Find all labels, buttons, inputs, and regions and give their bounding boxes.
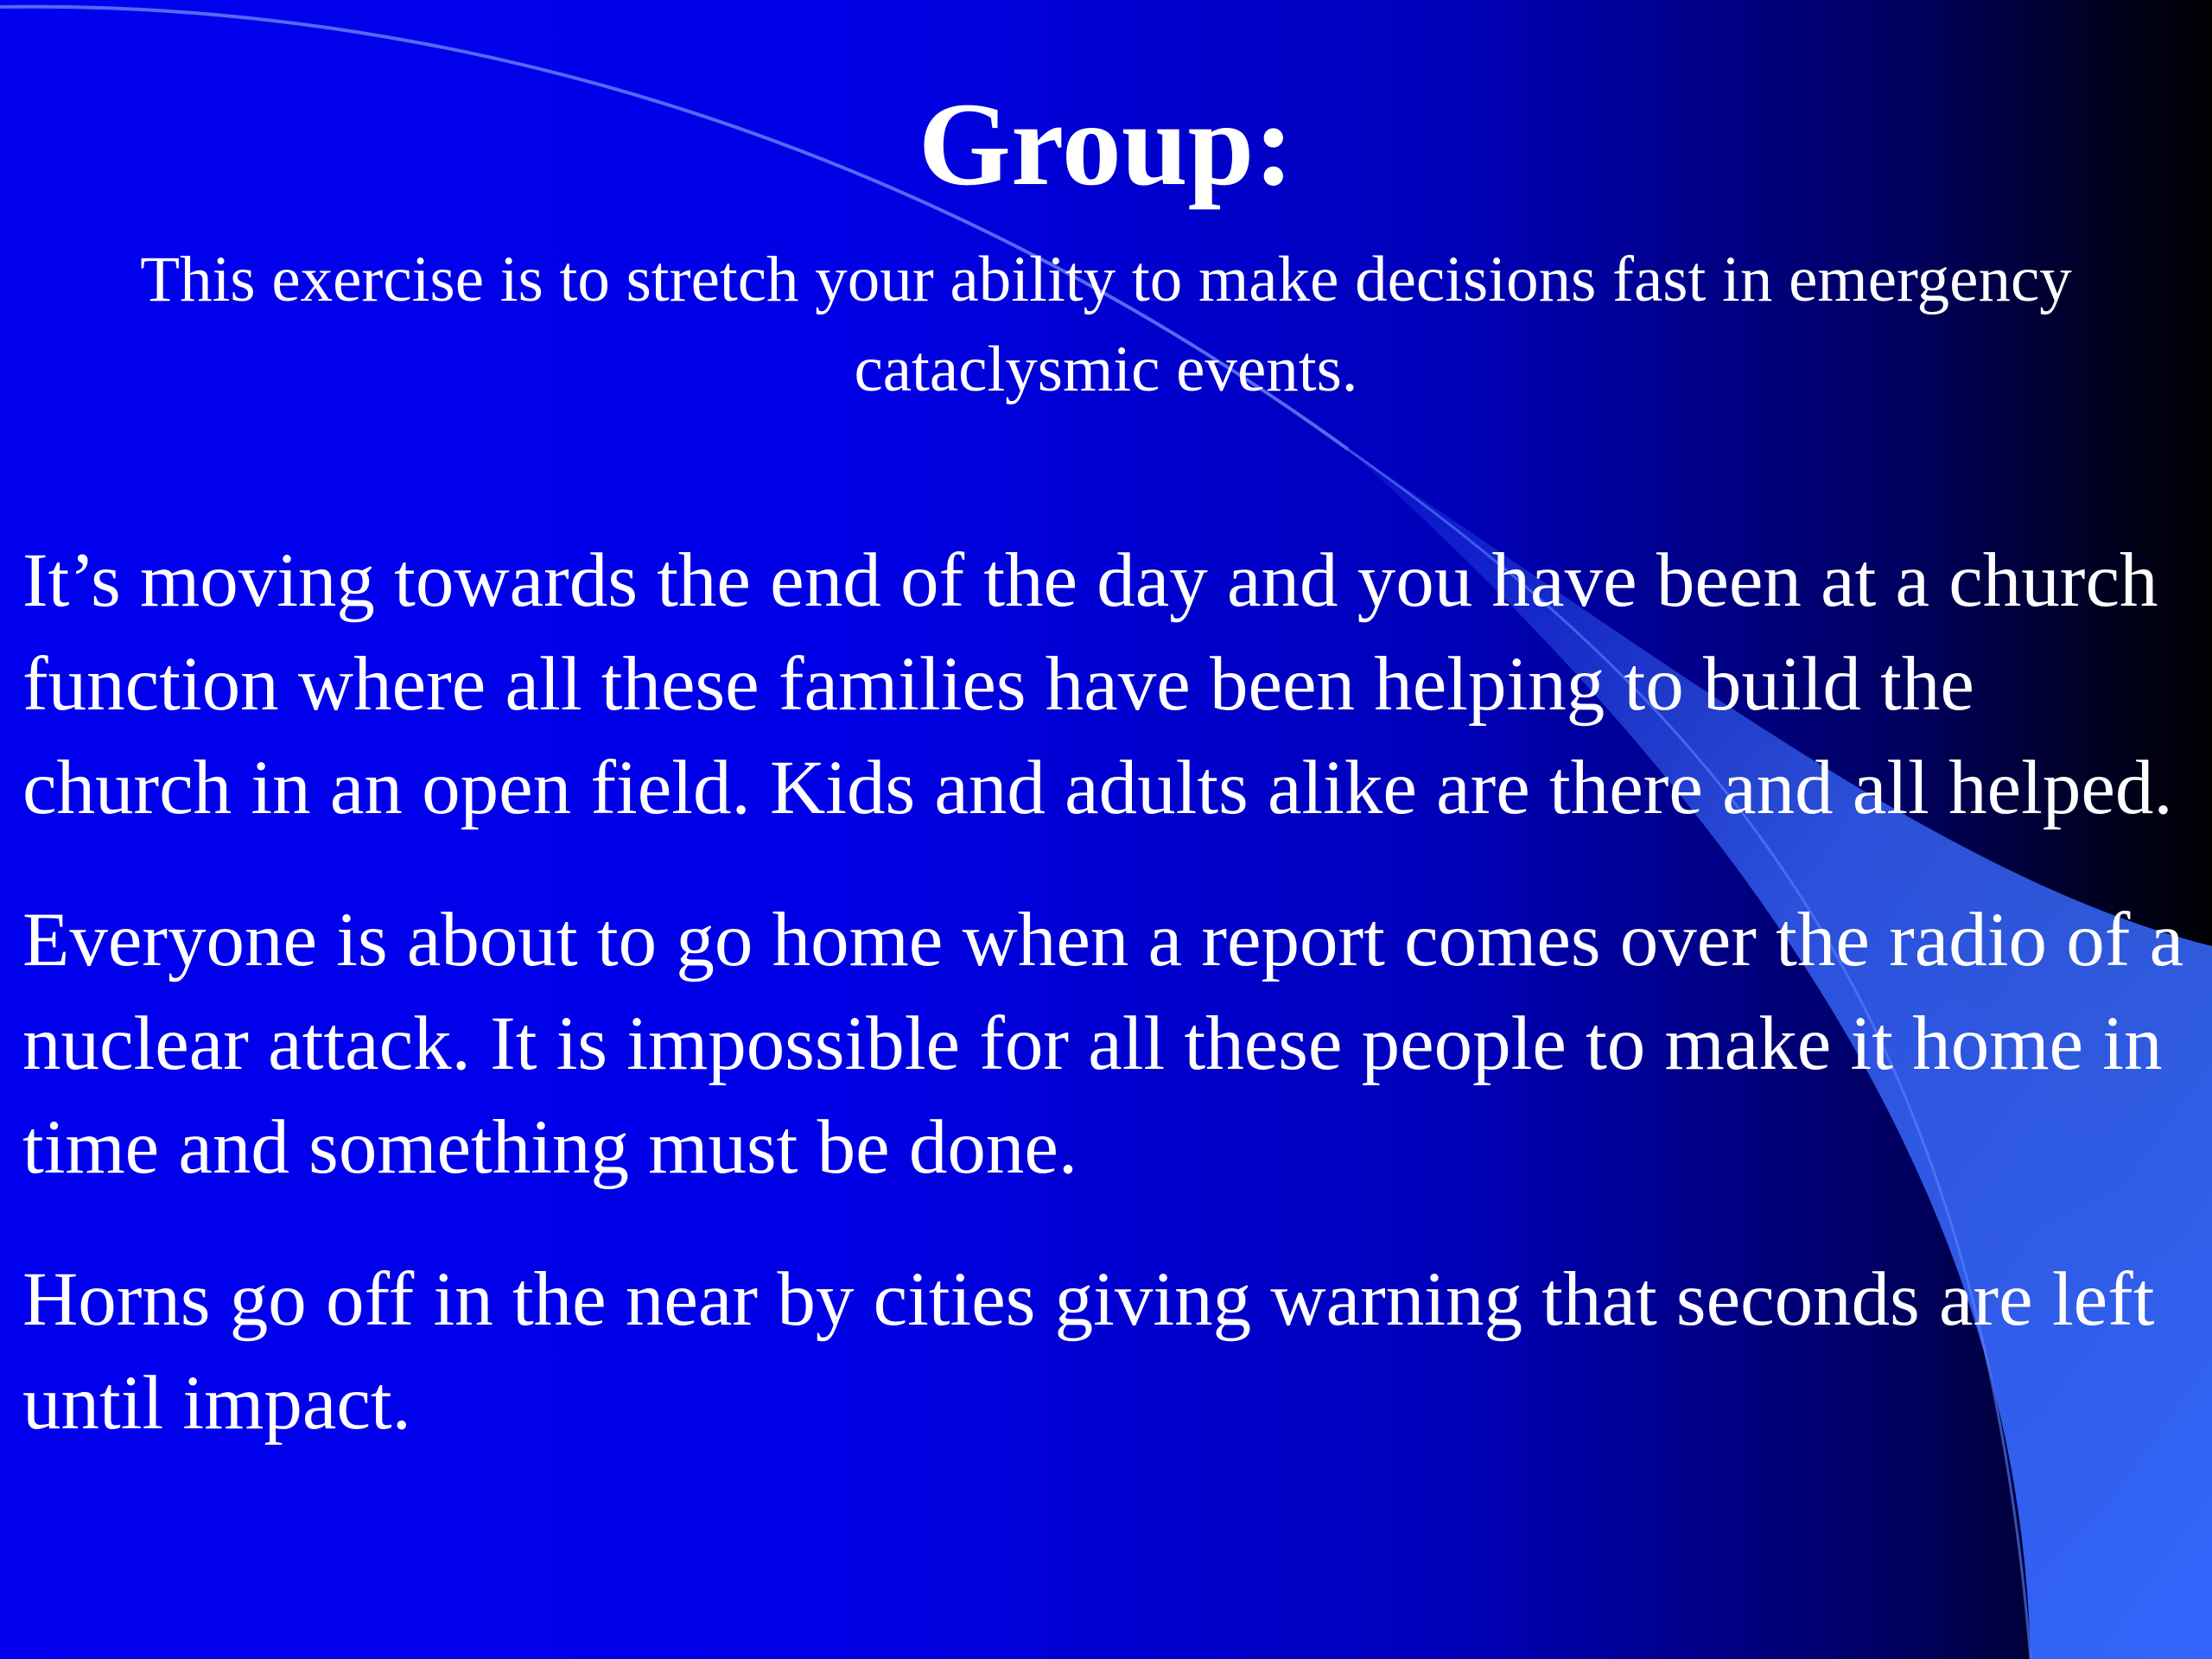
- paragraph-1: It’s moving towards the end of the day and you have been at a church function where all these families have been helping to build the church in an open field. Kids and adults alike are there and all helped.: [22, 538, 2173, 830]
- slide-subtitle: This exercise is to stretch your ability to make decisions fast in emergency cataclysmic events.: [140, 244, 2072, 405]
- paragraph-2: Everyone is about to go home when a report comes over the radio of a nuclear attack. It is impossible for all these people to make it home in time and something must be done.: [22, 898, 2184, 1190]
- paragraph-3: Horns go off in the near by cities giving warning that seconds are left until impact.: [22, 1257, 2155, 1446]
- slide-body: [22, 529, 2191, 1503]
- slide-title: Group:: [918, 78, 1294, 210]
